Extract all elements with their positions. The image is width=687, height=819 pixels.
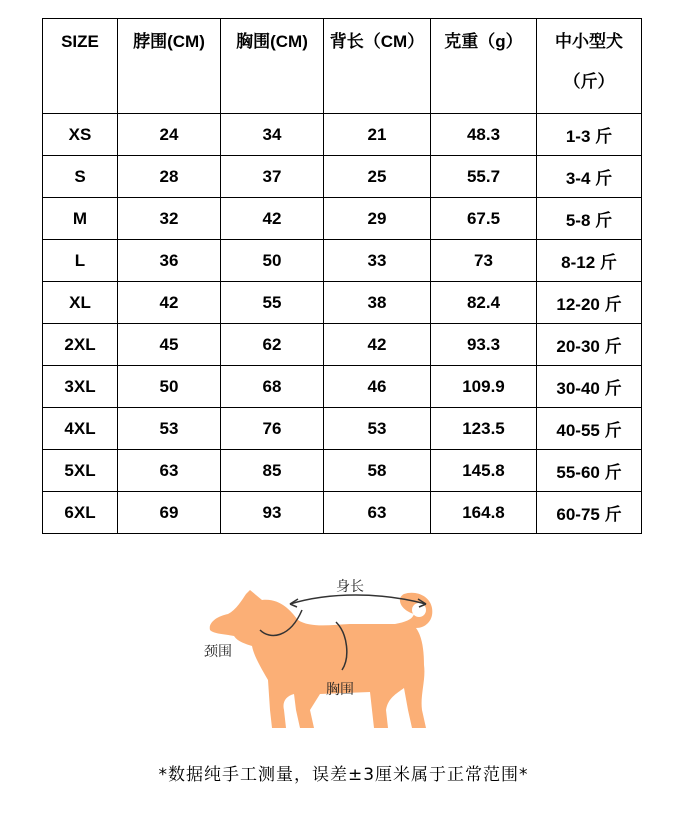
table-cell: 3-4 斤 [537, 156, 642, 198]
size-cell: XL [43, 282, 118, 324]
dog-silhouette [210, 590, 433, 728]
table-cell: 37 [221, 156, 324, 198]
table-cell: 1-3 斤 [537, 114, 642, 156]
column-header-label: 胸围(CM) [236, 32, 308, 51]
table-cell: 45 [118, 324, 221, 366]
table-cell: 63 [324, 492, 431, 534]
column-header [118, 19, 221, 114]
column-header [431, 19, 537, 114]
column-header-label: 脖围(CM) [133, 32, 205, 51]
table-cell: 123.5 [431, 408, 537, 450]
table-row [43, 114, 642, 156]
size-chart-table [42, 18, 642, 534]
table-cell: 53 [118, 408, 221, 450]
back-length-label: 身长 [336, 579, 364, 595]
table-cell: 60-75 斤 [537, 492, 642, 534]
dog-measurement-diagram [190, 570, 450, 740]
table-cell: 164.8 [431, 492, 537, 534]
table-cell: 63 [118, 450, 221, 492]
table-cell: 38 [324, 282, 431, 324]
table-cell: 93.3 [431, 324, 537, 366]
table-cell: 53 [324, 408, 431, 450]
table-cell: 8-12 斤 [537, 240, 642, 282]
measurement-footnote: *数据纯手工测量，误差±3厘米属于正常范围* [158, 765, 529, 785]
size-cell: 3XL [43, 366, 118, 408]
table-cell: 50 [221, 240, 324, 282]
table-cell: 33 [324, 240, 431, 282]
table-cell: 55 [221, 282, 324, 324]
table-cell: 58 [324, 450, 431, 492]
column-header [537, 19, 642, 114]
table-cell: 67.5 [431, 198, 537, 240]
column-header [324, 19, 431, 114]
table-header-row [43, 19, 642, 114]
table-cell: 24 [118, 114, 221, 156]
table-row [43, 156, 642, 198]
column-header-label: 中小型犬 [555, 32, 623, 51]
table-cell: 50 [118, 366, 221, 408]
column-header-label: 克重（g） [444, 32, 523, 51]
table-row [43, 282, 642, 324]
table-row [43, 240, 642, 282]
table-cell: 42 [118, 282, 221, 324]
table-cell: 109.9 [431, 366, 537, 408]
table-cell: 68 [221, 366, 324, 408]
table-cell: 40-55 斤 [537, 408, 642, 450]
size-cell: M [43, 198, 118, 240]
table-cell: 73 [431, 240, 537, 282]
size-cell: XS [43, 114, 118, 156]
table-cell: 55.7 [431, 156, 537, 198]
size-cell: 6XL [43, 492, 118, 534]
neck-label: 颈围 [204, 644, 232, 660]
table-cell: 55-60 斤 [537, 450, 642, 492]
table-row [43, 492, 642, 534]
table-cell: 12-20 斤 [537, 282, 642, 324]
table-cell: 36 [118, 240, 221, 282]
table-cell: 42 [324, 324, 431, 366]
table-cell: 48.3 [431, 114, 537, 156]
table-cell: 28 [118, 156, 221, 198]
table-cell: 42 [221, 198, 324, 240]
table-row [43, 408, 642, 450]
table-cell: 85 [221, 450, 324, 492]
table-cell: 5-8 斤 [537, 198, 642, 240]
table-row [43, 198, 642, 240]
table-cell: 32 [118, 198, 221, 240]
column-header-label: 背长（CM） [329, 32, 425, 51]
table-cell: 21 [324, 114, 431, 156]
table-cell: 25 [324, 156, 431, 198]
table-cell: 62 [221, 324, 324, 366]
column-header-unit: （斤） [563, 72, 615, 91]
table-cell: 145.8 [431, 450, 537, 492]
column-header [221, 19, 324, 114]
table-cell: 29 [324, 198, 431, 240]
table-row [43, 324, 642, 366]
table-cell: 82.4 [431, 282, 537, 324]
size-cell: S [43, 156, 118, 198]
size-cell: 4XL [43, 408, 118, 450]
table-cell: 93 [221, 492, 324, 534]
size-cell: 2XL [43, 324, 118, 366]
table-row [43, 366, 642, 408]
table-cell: 34 [221, 114, 324, 156]
column-header [43, 19, 118, 114]
table-cell: 30-40 斤 [537, 366, 642, 408]
size-cell: L [43, 240, 118, 282]
size-cell: 5XL [43, 450, 118, 492]
table-row [43, 450, 642, 492]
table-cell: 20-30 斤 [537, 324, 642, 366]
chest-label: 胸围 [326, 682, 354, 698]
table-cell: 76 [221, 408, 324, 450]
column-header-label: SIZE [61, 32, 99, 51]
table-cell: 46 [324, 366, 431, 408]
dog-illustration [190, 570, 450, 740]
table-body [43, 114, 642, 534]
table-cell: 69 [118, 492, 221, 534]
